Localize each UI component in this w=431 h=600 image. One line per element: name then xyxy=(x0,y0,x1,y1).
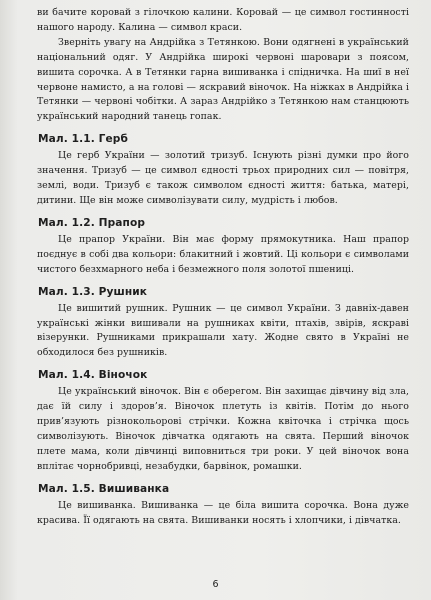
section-text-wreath: Це український віночок. Він є оберегом. Він захищає дівчину від зла, дає їй силу і здоров’я. Віночок плетуть із квітів. Потім до нього прив’язують різнокольорові стрічки. Кожна квіточка і стрічка щось символізують. Віночок дівчатка одягають на свята. Перший віночок плете мама, коли дівчинці виповниться три роки. У цей віночок вона вплітає чорнобривці, незабудки, барвінок, ромашки. xyxy=(37,386,409,472)
section-heading-coat-of-arms: Мал. 1.1. Герб xyxy=(38,133,128,146)
section-heading-flag: Мал. 1.2. Прапор xyxy=(38,216,146,229)
intro-paragraph-2: Зверніть увагу на Андрійка з Тетянкою. Вони одягнені в український національний одяг. У Андрійка широкі червоні шаровари з поясом, вишита сорочка. А в Тетянки гарна вишиванка і спідничка. На шиї в неї червоне намисто, а на голові — яскравий віночок. На ніжках в Андрійка і Тетянки — червоні чобітки. А зараз Андрійко з Тетянкою нам станцюють український народний танець гопак. xyxy=(37,36,409,123)
section-text-coat-of-arms: Це герб України — золотий тризуб. Існують різні думки про його значення. Тризуб — це символ єдності трьох природних сил — повітря, землі, води. Тризуб є також символом єдності життя: батька, матері, дитини. Ще він може символізувати силу, мудрість і любов. xyxy=(37,150,409,206)
section-text-towel: Це вишитий рушник. Рушник — це символ України. З давніх-давен українські жінки вишивали на рушниках квіти, птахів, звірів, яскраві візерунки. Рушниками прикрашали хату. Жодне свято в Україні не обходилося без рушників. xyxy=(37,302,409,359)
intro-paragraph-1: ви бачите коровай з гілочкою калини. Коровай — це символ гостинності нашого народу. Калина — символ краси. xyxy=(37,7,409,33)
section-heading-towel: Мал. 1.3. Рушник xyxy=(38,285,148,298)
section-heading-embroidered-shirt: Мал. 1.5. Вишиванка xyxy=(38,482,170,495)
section-text-flag: Це прапор України. Він має форму прямокутника. Наш прапор поєднує в собі два кольори: блакитний і жовтий. Ці кольори є символами чистого безхмарного неба і безмежного поля золотої пшениці. xyxy=(37,233,409,275)
page-number: 6 xyxy=(212,579,219,590)
section-heading-wreath: Мал. 1.4. Віночок xyxy=(38,369,148,382)
section-text-embroidered-shirt: Це вишиванка. Вишиванка — це біла вишита сорочка. Вона дуже красива. Її одягають на свята. Вишиванки носять і хлопчики, і дівчатка. xyxy=(37,499,409,526)
